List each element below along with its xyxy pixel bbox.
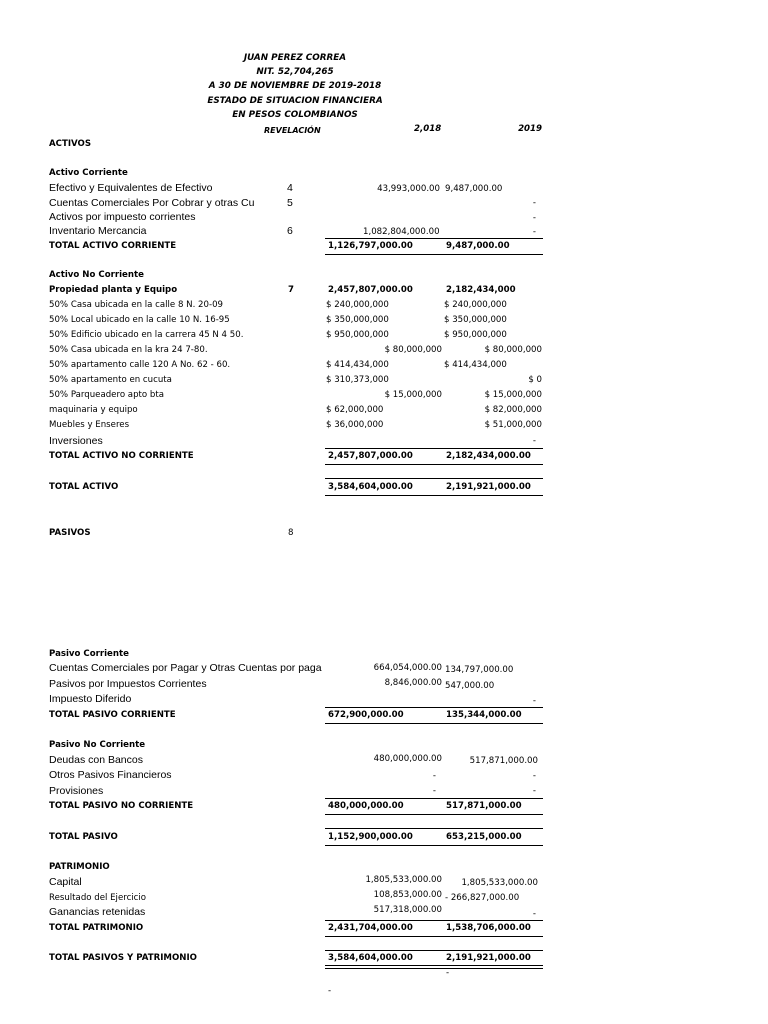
total-rule xyxy=(325,814,543,815)
total-label: TOTAL ACTIVO xyxy=(49,482,119,492)
total-2018: 3,584,604,000.00 xyxy=(328,953,413,963)
company-name: JUAN PEREZ CORREA xyxy=(243,53,347,63)
report-title: ESTADO DE SITUACION FINANCIERA xyxy=(207,96,383,106)
total-rule xyxy=(325,845,543,846)
double-rule xyxy=(325,965,543,969)
total-2019: 2,191,921,000.00 xyxy=(446,482,531,492)
subsection-title: Pasivo No Corriente xyxy=(49,740,146,750)
value-2018: 2,457,807,000.00 xyxy=(328,285,413,295)
value-2019: $ 414,434,000 xyxy=(444,360,507,370)
value-2018: 1,805,533,000.00 xyxy=(365,875,442,885)
company-nit: NIT. 52,704,265 xyxy=(256,67,334,77)
column-header-note: REVELACIÓN xyxy=(264,126,321,135)
row-label: maquinaria y equipo xyxy=(49,405,138,415)
value-2019: 9,487,000.00 xyxy=(445,184,503,194)
row-label: 50% apartamento calle 120 A No. 62 - 60. xyxy=(49,360,231,370)
row-label: Efectivo y Equivalentes de Efectivo xyxy=(49,182,213,194)
total-rule xyxy=(325,936,543,937)
value-2018: $ 36,000,000 xyxy=(326,420,384,430)
total-2019: 2,182,434,000.00 xyxy=(446,451,531,461)
total-label: TOTAL PASIVO xyxy=(49,832,118,842)
total-label: TOTAL PASIVO CORRIENTE xyxy=(49,710,176,720)
row-label: Muebles y Enseres xyxy=(49,420,130,430)
value-2018: 517,318,000.00 xyxy=(373,905,442,915)
value-2019: - xyxy=(532,771,536,781)
row-label: Inventario Mercancia xyxy=(49,225,147,237)
total-rule xyxy=(325,254,543,255)
row-label: 50% Casa ubicada en la kra 24 7-80. xyxy=(49,345,208,355)
row-label: 50% Local ubicado en la calle 10 N. 16-95 xyxy=(49,315,230,325)
total-rule xyxy=(325,238,543,239)
total-2019: 135,344,000.00 xyxy=(446,710,522,720)
row-label: Deudas con Bancos xyxy=(49,754,143,766)
row-label: 50% Parqueadero apto bta xyxy=(49,390,164,400)
value-2019: - xyxy=(532,436,536,446)
total-rule xyxy=(325,920,543,921)
row-label: Provisiones xyxy=(49,785,104,797)
total-rule xyxy=(325,495,543,496)
total-2018: 1,152,900,000.00 xyxy=(328,832,413,842)
report-currency: EN PESOS COLOMBIANOS xyxy=(232,110,358,120)
value-2018: 480,000,000.00 xyxy=(373,754,442,764)
total-2018: 2,457,807,000.00 xyxy=(328,451,413,461)
value-2019: - xyxy=(532,213,536,223)
subsection-title: Activo Corriente xyxy=(49,168,128,178)
section-title-pasivos: PASIVOS xyxy=(49,528,91,538)
value-2019: $ 950,000,000 xyxy=(444,330,507,340)
total-rule xyxy=(325,828,543,829)
row-label: Pasivos por Impuestos Corrientes xyxy=(49,678,207,690)
total-label: TOTAL PASIVO NO CORRIENTE xyxy=(49,801,194,811)
total-rule xyxy=(325,448,543,449)
total-2019: 9,487,000.00 xyxy=(446,241,510,251)
value-2019: - xyxy=(532,198,536,208)
row-label: 50% Edificio ubicado en la carrera 45 N 4 50. xyxy=(49,330,244,340)
total-2018: 480,000,000.00 xyxy=(328,801,404,811)
value-2019: 1,805,533,000.00 xyxy=(461,878,538,888)
subsection-title: Pasivo Corriente xyxy=(49,649,129,659)
total-rule xyxy=(325,478,543,479)
report-date: A 30 DE NOVIEMBRE DE 2019-2018 xyxy=(208,81,382,91)
row-label: Inversiones xyxy=(49,435,103,447)
value-2019: $ 0 xyxy=(528,375,542,385)
row-label: Cuentas Comerciales por Pagar y Otras Cuentas por paga xyxy=(49,662,322,674)
total-2018: 2,431,704,000.00 xyxy=(328,923,413,933)
value-2019: 2,182,434,000 xyxy=(446,285,516,295)
total-rule xyxy=(325,950,543,951)
total-rule xyxy=(325,723,543,724)
total-2018: 672,900,000.00 xyxy=(328,710,404,720)
value-2018: 43,993,000.00 xyxy=(377,184,440,194)
value-2019: - xyxy=(532,696,536,706)
value-2018: 1,082,804,000.00 xyxy=(363,227,440,237)
row-label: Otros Pasivos Financieros xyxy=(49,769,172,781)
value-2018: 8,846,000.00 xyxy=(384,678,442,688)
total-label: TOTAL ACTIVO CORRIENTE xyxy=(49,241,177,251)
value-2018: $ 240,000,000 xyxy=(326,300,389,310)
column-header-2019: 2019 xyxy=(518,124,542,134)
trailing-dash: - xyxy=(328,986,332,996)
row-label: Propiedad planta y Equipo xyxy=(49,285,178,295)
value-2018: - xyxy=(432,786,436,796)
total-rule xyxy=(325,798,543,799)
value-2019: - xyxy=(532,909,536,919)
value-2019: 134,797,000.00 xyxy=(445,665,514,675)
total-2019: 517,871,000.00 xyxy=(446,801,522,811)
value-2019: $ 51,000,000 xyxy=(484,420,542,430)
total-label: TOTAL PATRIMONIO xyxy=(49,923,144,933)
value-2019: $ 15,000,000 xyxy=(484,390,542,400)
value-2019: 517,871,000.00 xyxy=(469,756,538,766)
value-2019: $ 350,000,000 xyxy=(444,315,507,325)
total-label: TOTAL ACTIVO NO CORRIENTE xyxy=(49,451,194,461)
value-2018: $ 15,000,000 xyxy=(384,390,442,400)
row-label: 50% apartamento en cucuta xyxy=(49,375,172,385)
row-label: 50% Casa ubicada en la calle 8 N. 20-09 xyxy=(49,300,224,310)
value-2019: 547,000.00 xyxy=(445,681,495,691)
row-note: 7 xyxy=(288,285,294,295)
total-2018: 3,584,604,000.00 xyxy=(328,482,413,492)
section-title-patrimonio: PATRIMONIO xyxy=(49,862,110,872)
trailing-dash: - xyxy=(446,968,450,978)
value-2018: $ 950,000,000 xyxy=(326,330,389,340)
row-label: Ganancias retenidas xyxy=(49,906,146,918)
total-2018: 1,126,797,000.00 xyxy=(328,241,413,251)
value-2019: $ 240,000,000 xyxy=(444,300,507,310)
value-2019: $ 80,000,000 xyxy=(484,345,542,355)
column-header-2018: 2,018 xyxy=(414,124,442,134)
value-2019: - xyxy=(532,786,536,796)
value-2019: - 266,827,000.00 xyxy=(445,893,520,903)
total-2019: 653,215,000.00 xyxy=(446,832,522,842)
value-2018: $ 62,000,000 xyxy=(326,405,384,415)
value-2018: $ 350,000,000 xyxy=(326,315,389,325)
value-2019: $ 82,000,000 xyxy=(484,405,542,415)
value-2018: $ 80,000,000 xyxy=(384,345,442,355)
total-rule xyxy=(325,707,543,708)
value-2018: $ 414,434,000 xyxy=(326,360,389,370)
row-note: 4 xyxy=(287,182,293,194)
value-2019: - xyxy=(532,227,536,237)
total-rule xyxy=(325,464,543,465)
row-note: 6 xyxy=(287,225,293,237)
row-label: Cuentas Comerciales Por Cobrar y otras Cu xyxy=(49,197,255,209)
value-2018: $ 310,373,000 xyxy=(326,375,389,385)
row-label: Capital xyxy=(49,876,82,888)
total-2019: 2,191,921,000.00 xyxy=(446,953,531,963)
total-2019: 1,538,706,000.00 xyxy=(446,923,531,933)
row-note: 5 xyxy=(287,197,293,209)
value-2018: 108,853,000.00 xyxy=(373,890,442,900)
row-note: 8 xyxy=(288,528,294,538)
section-title-activos: ACTIVOS xyxy=(49,139,92,149)
subsection-title: Activo No Corriente xyxy=(49,270,144,280)
value-2018: - xyxy=(432,771,436,781)
row-label: Impuesto Diferido xyxy=(49,693,132,705)
total-label: TOTAL PASIVOS Y PATRIMONIO xyxy=(49,953,197,963)
row-label: Activos por impuesto corrientes xyxy=(49,211,196,223)
value-2018: 664,054,000.00 xyxy=(373,663,442,673)
row-label: Resultado del Ejercicio xyxy=(49,893,147,903)
